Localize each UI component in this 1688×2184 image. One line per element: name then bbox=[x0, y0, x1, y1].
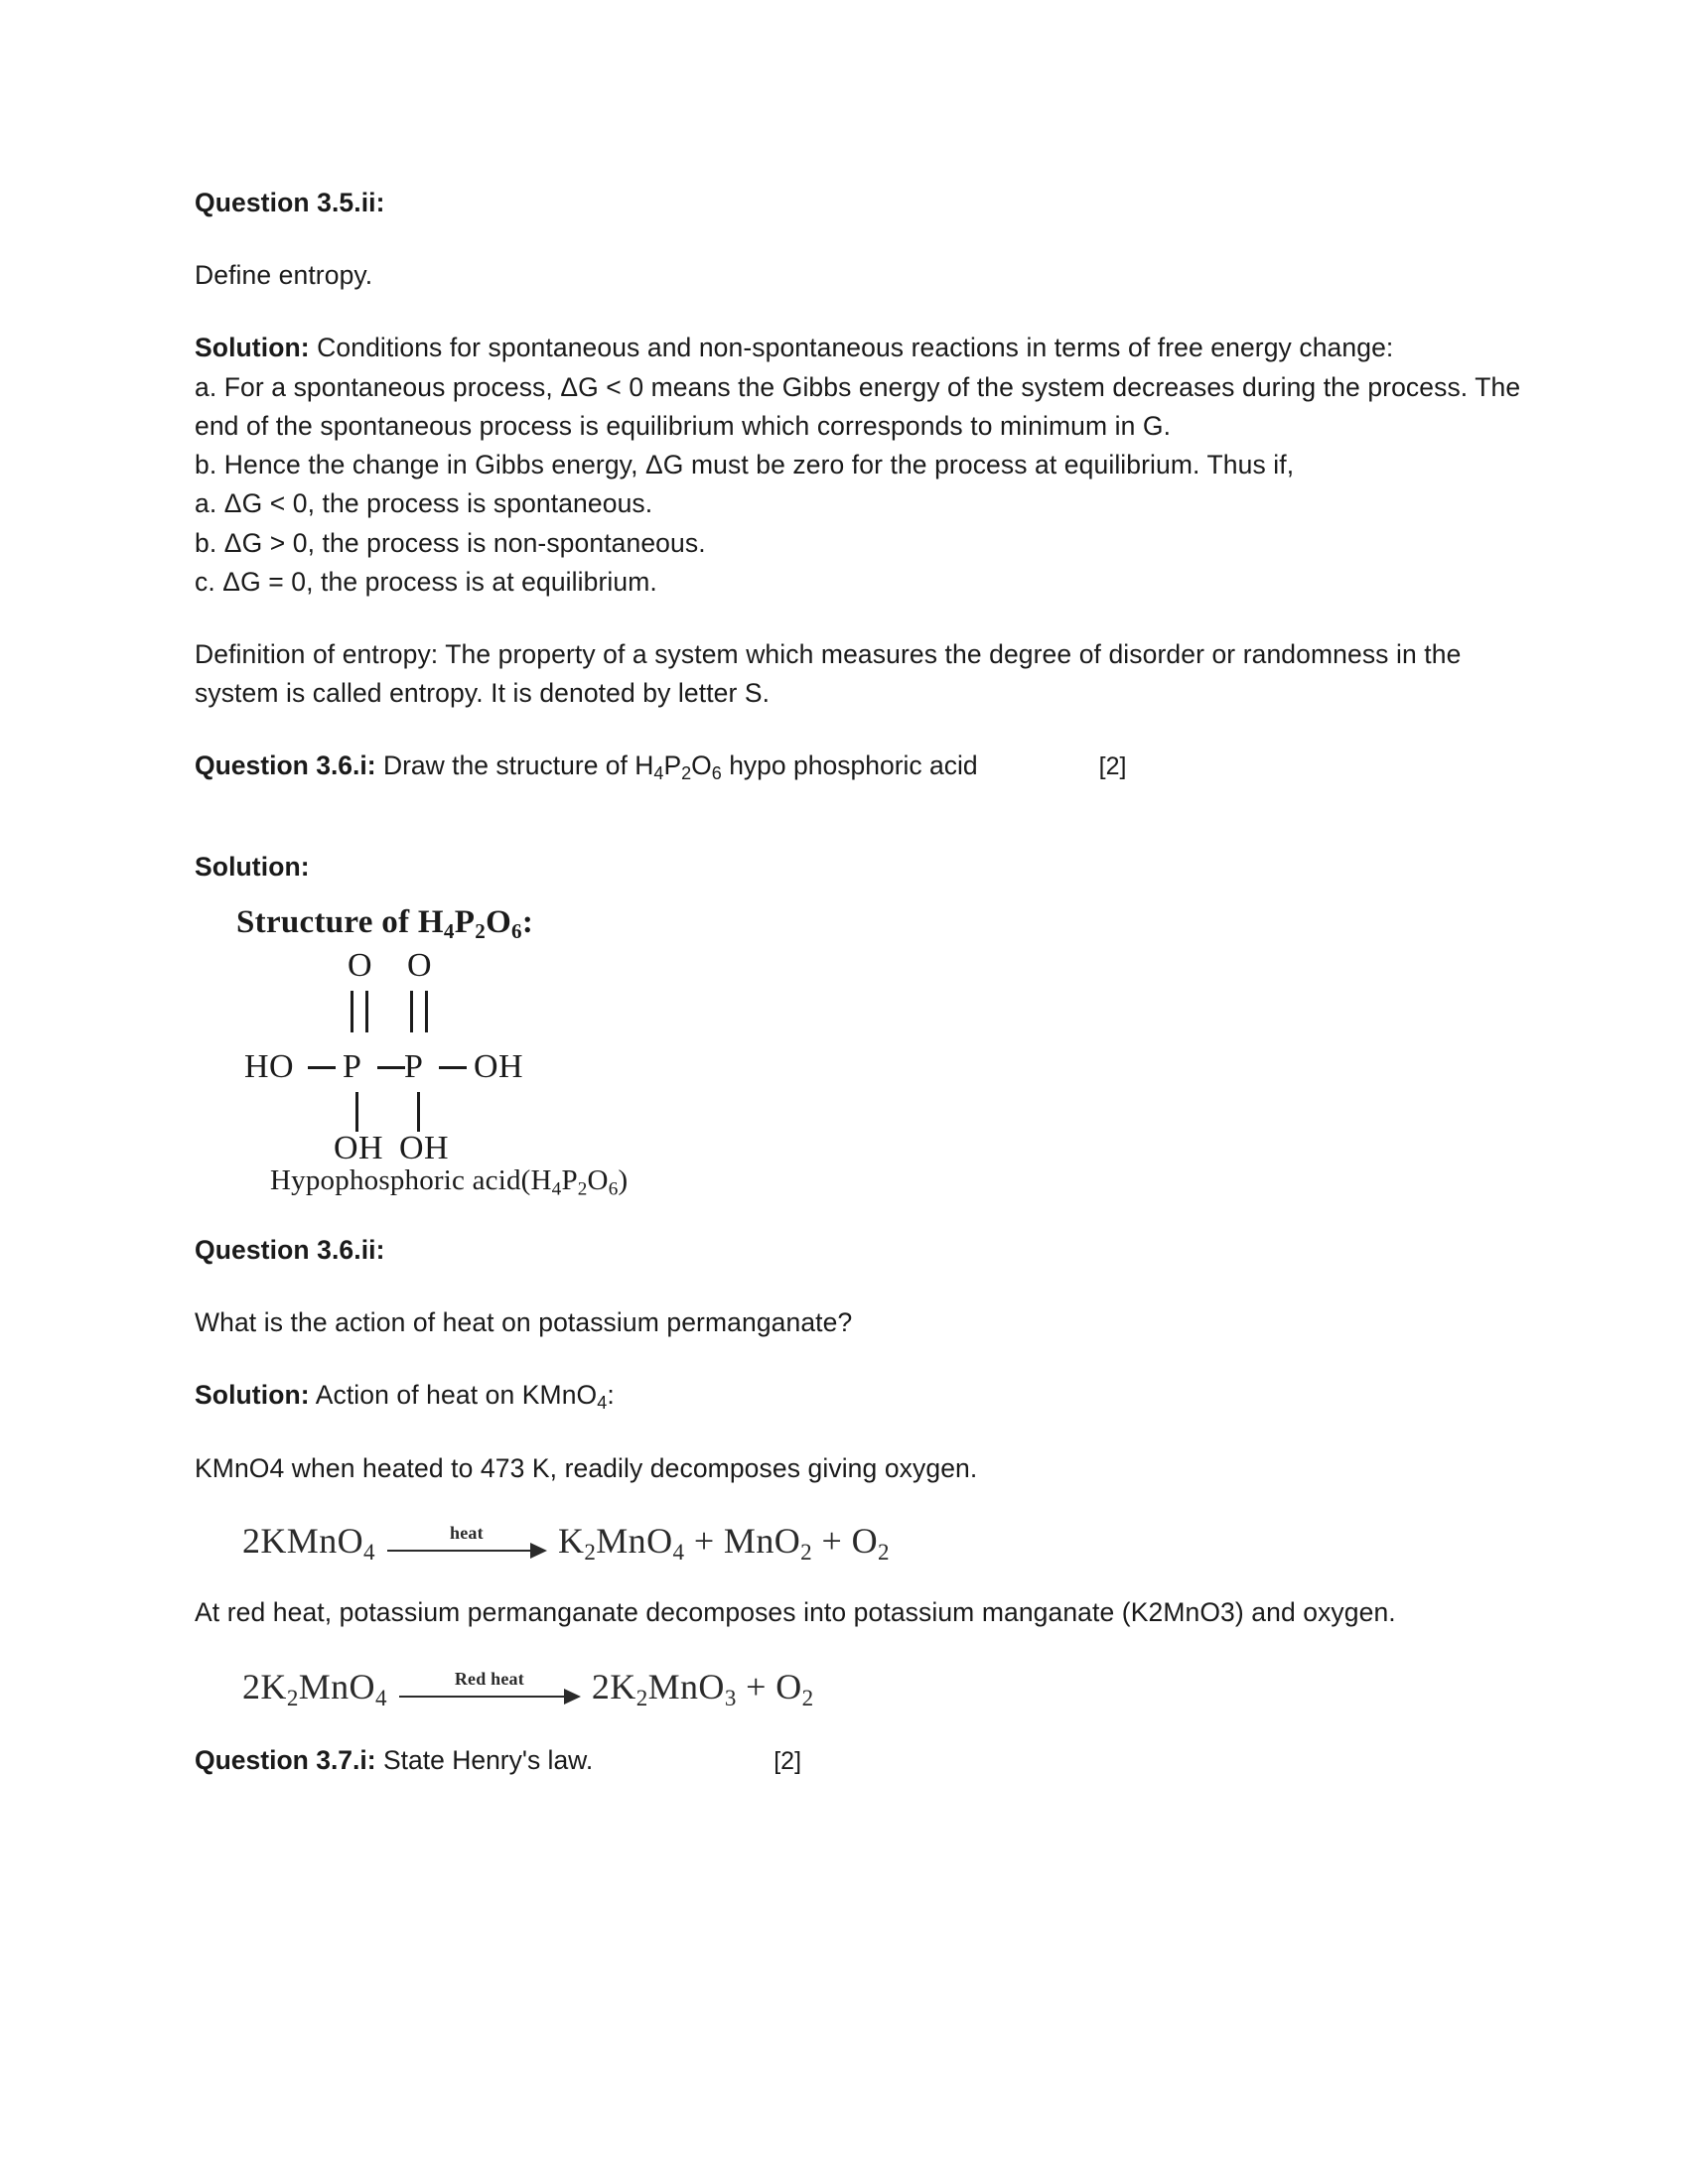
question-heading-3-6-i: Question 3.6.i: bbox=[195, 751, 376, 781]
solution-3-5-ii-case-c: c. ΔG = 0, the process is at equilibrium. bbox=[195, 566, 657, 597]
caption-sub3: 6 bbox=[608, 1178, 619, 1200]
eq1-product2-sub: 2 bbox=[800, 1538, 813, 1565]
question-prompt-3-6-ii: What is the action of heat on potassium permanganate? bbox=[195, 1307, 853, 1338]
formula-sub-p2: 2 bbox=[681, 763, 692, 784]
eq2-product1-sub1: 2 bbox=[635, 1684, 648, 1710]
caption-suffix: ) bbox=[618, 1163, 629, 1196]
entropy-definition: Definition of entropy: The property of a system which measures the degree of disorder or randomness in the system is called entropy. It is denoted by letter S. bbox=[195, 638, 1462, 709]
bond-p-oh-lower-left bbox=[355, 1092, 358, 1132]
question-prompt-3-6-i-before: Draw the structure of H bbox=[375, 751, 654, 781]
structure-figure-caption bbox=[270, 1163, 1529, 1200]
kmno4-sub: 4 bbox=[597, 1393, 608, 1414]
atom-right-hydroxyl: OH bbox=[474, 1047, 524, 1085]
atom-top-left-oxygen: O bbox=[348, 946, 373, 984]
question-heading-3-5-ii: Question 3.5.ii: bbox=[195, 188, 385, 217]
eq1-reactant-sub: 4 bbox=[363, 1538, 375, 1565]
structure-diagram bbox=[230, 946, 747, 1166]
solution-label-3-6-i: Solution: bbox=[195, 851, 310, 882]
question-prompt-3-6-i-after: hypo phosphoric acid bbox=[721, 751, 978, 781]
solution-3-5-ii-point-a: a. For a spontaneous process, ΔG < 0 means the Gibbs energy of the system decreases during the process. The end of the spontaneous process is equilibrium which corresponds to minimum in G. bbox=[195, 371, 1521, 441]
caption-sub2: 2 bbox=[577, 1178, 588, 1200]
question-text-3-7-i bbox=[195, 1741, 593, 1780]
eq2-reactant-k: 2K bbox=[242, 1666, 287, 1706]
structure-title-mid1: P bbox=[454, 903, 476, 940]
caption-mid2: O bbox=[587, 1163, 609, 1196]
eq1-product1-k: K bbox=[557, 1520, 585, 1561]
atom-phosphorus-right: P bbox=[404, 1047, 424, 1085]
eq2-product2-sub: 2 bbox=[801, 1684, 814, 1710]
structure-title-mid2: O bbox=[486, 903, 512, 940]
eq1-product2-mno: MnO bbox=[723, 1520, 801, 1561]
eq2-reactant-mno: MnO bbox=[298, 1666, 375, 1706]
eq1-plus-1: + bbox=[693, 1520, 715, 1561]
solution-label-3-5-ii: Solution: bbox=[195, 333, 310, 363]
reaction-arrow-heat-icon bbox=[387, 1518, 546, 1564]
structure-title-sub2: 2 bbox=[475, 918, 487, 943]
caption-prefix: Hypophosphoric acid(H bbox=[270, 1163, 552, 1196]
question-line-3-7-i bbox=[195, 1741, 1529, 1780]
eq2-product2-o: O bbox=[775, 1666, 802, 1706]
atom-bottom-left-hydroxyl: OH bbox=[334, 1129, 384, 1166]
atom-bottom-right-hydroxyl: OH bbox=[399, 1129, 450, 1166]
structure-figure-h4p2o6 bbox=[230, 903, 1529, 1200]
marks-badge-3-7-i: [2] bbox=[774, 1746, 802, 1775]
question-line-3-6-i bbox=[195, 747, 1529, 785]
solution-3-6-ii-after: : bbox=[607, 1380, 615, 1411]
question-text-3-6-i bbox=[195, 747, 978, 785]
formula-p: P bbox=[663, 751, 682, 781]
solution-3-5-ii-intro bbox=[195, 329, 1529, 367]
double-bond-right bbox=[410, 991, 428, 1032]
eq1-plus-2: + bbox=[821, 1520, 843, 1561]
bond-ho-p-left bbox=[308, 1066, 336, 1069]
eq2-reactant bbox=[242, 1666, 387, 1710]
body-text-473k: KMnO4 when heated to 473 K, readily decomposes giving oxygen. bbox=[195, 1452, 978, 1483]
formula-o: O bbox=[691, 751, 712, 781]
atom-left-hydroxyl: HO bbox=[244, 1047, 295, 1085]
double-bond-left bbox=[351, 991, 368, 1032]
eq2-product1-mno: MnO bbox=[647, 1666, 725, 1706]
question-heading-3-7-i: Question 3.7.i: bbox=[195, 1744, 376, 1775]
solution-3-5-ii-case-b: b. ΔG > 0, the process is non-spontaneous. bbox=[195, 527, 706, 558]
structure-title-sub1: 4 bbox=[443, 918, 455, 943]
caption-mid1: P bbox=[561, 1163, 578, 1196]
solution-3-6-ii bbox=[195, 1376, 1529, 1415]
question-heading-3-6-ii: Question 3.6.ii: bbox=[195, 1234, 385, 1265]
structure-title-sub3: 6 bbox=[511, 918, 522, 943]
structure-title-suffix: : bbox=[521, 903, 534, 940]
structure-figure-title bbox=[236, 904, 1529, 941]
eq1-product3-o: O bbox=[851, 1520, 878, 1561]
eq1-reactant bbox=[242, 1520, 375, 1565]
eq1-product1-sub1: 2 bbox=[584, 1538, 597, 1565]
eq1-condition-label: heat bbox=[450, 1522, 484, 1543]
eq1-products bbox=[557, 1520, 890, 1565]
bond-p-oh-lower-right bbox=[417, 1092, 420, 1132]
eq2-reactant-sub1: 2 bbox=[286, 1684, 299, 1710]
bond-p-oh-right bbox=[439, 1066, 467, 1069]
formula-sub-o6: 6 bbox=[711, 763, 722, 784]
reaction-arrow-red-heat-icon bbox=[399, 1664, 580, 1709]
reaction-equation-1 bbox=[242, 1518, 1529, 1564]
eq1-product1-mno: MnO bbox=[596, 1520, 673, 1561]
caption-sub1: 4 bbox=[551, 1178, 562, 1200]
eq2-condition-label: Red heat bbox=[454, 1668, 524, 1689]
question-prompt-3-7-i: State Henry's law. bbox=[375, 1744, 594, 1775]
body-text-red-heat: At red heat, potassium permanganate decomposes into potassium manganate (K2MnO3) and oxygen. bbox=[195, 1596, 1396, 1627]
solution-3-5-ii-case-a: a. ΔG < 0, the process is spontaneous. bbox=[195, 488, 653, 519]
eq2-product1-sub2: 3 bbox=[724, 1684, 737, 1710]
structure-title-prefix: Structure of H bbox=[236, 903, 444, 940]
formula-sub-h4: 4 bbox=[653, 763, 664, 784]
solution-3-5-ii-intro-text: Conditions for spontaneous and non-spontaneous reactions in terms of free energy change: bbox=[309, 333, 1394, 363]
solution-label-3-6-ii: Solution: bbox=[195, 1380, 310, 1411]
eq1-product1-sub2: 4 bbox=[672, 1538, 685, 1565]
atom-phosphorus-left: P bbox=[343, 1047, 362, 1085]
solution-3-6-ii-before: Action of heat on KMnO bbox=[309, 1380, 598, 1411]
eq1-product3-sub: 2 bbox=[877, 1538, 890, 1565]
reaction-equation-2 bbox=[242, 1664, 1529, 1709]
eq2-plus-1: + bbox=[746, 1666, 767, 1706]
bond-p-p bbox=[377, 1066, 405, 1069]
solution-3-5-ii-point-b: b. Hence the change in Gibbs energy, ΔG must be zero for the process at equilibrium. Thus if, bbox=[195, 450, 1295, 480]
eq1-reactant-formula: 2KMnO bbox=[242, 1520, 364, 1561]
question-prompt-3-5-ii: Define entropy. bbox=[195, 260, 373, 291]
eq2-product1-k: 2K bbox=[591, 1666, 636, 1706]
marks-badge-3-6-i: [2] bbox=[1098, 752, 1127, 781]
eq2-reactant-sub2: 4 bbox=[374, 1684, 387, 1710]
eq2-products bbox=[591, 1666, 814, 1710]
atom-top-right-oxygen: O bbox=[407, 946, 433, 984]
